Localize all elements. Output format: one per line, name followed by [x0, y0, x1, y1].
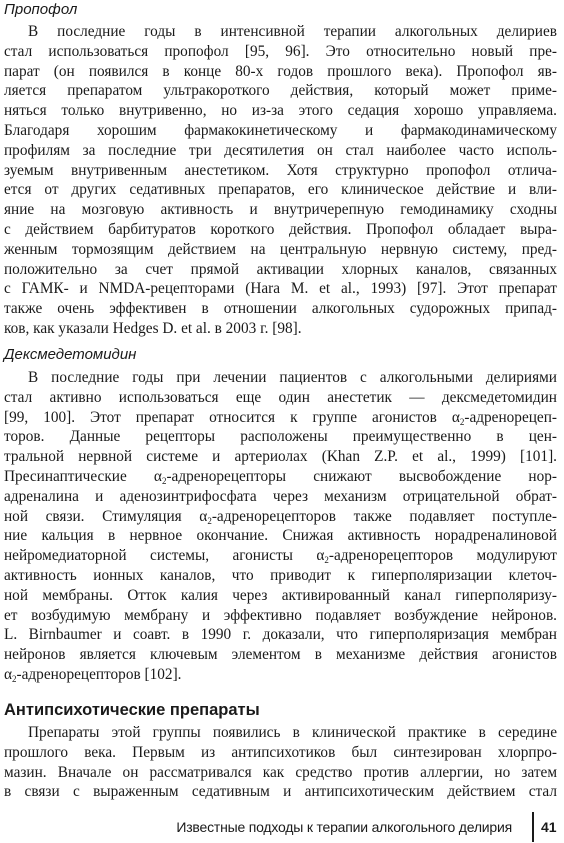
- text-line: с действием барбитуратов короткого действия. Пропофол обладает выра-: [4, 220, 557, 238]
- text-line: зуемым внутривенным анестетиком. Хотя структурно пропофол отлича-: [4, 161, 557, 179]
- text-line: ной связи. Стимуляция $\alpha_2$-адренорецепторов также подавляет поступле-: [4, 507, 557, 526]
- text-line: В последние годы в интенсивной терапии алкогольных делириев: [28, 23, 557, 40]
- text-line: стал использоваться пропофол [95, 96]. Это относительно новый пре-: [4, 42, 557, 60]
- text-line: ние кальция в нервное окончание. Снижая активность норадреналиновой: [4, 527, 557, 545]
- text-line: $\alpha_2$-адренорецепторов [102].: [4, 665, 182, 684]
- text-line: ной мембраны. Отток калия через активированный канал гиперполяризу-: [4, 586, 557, 604]
- text-line: в связи с выраженным седативным и антипсихотическим действием стал: [4, 783, 557, 801]
- text-line: яние на мозговую активность и внутричерепную гемодинамику сходны: [4, 201, 557, 219]
- text-line: ков, как указали Hedges D. et al. в 2003 г. [98].: [4, 319, 302, 337]
- text-line: В последние годы при лечении пациентов с алкогольными делириями: [28, 369, 557, 386]
- subheading-dexmedetomidine: Дексмедетомидин: [4, 346, 137, 363]
- text-line: ет возбудимую мембрану и эффективно подавляет возбуждение нейронов.: [4, 606, 557, 624]
- text-line: адреналина и аденозинтрифосфата через механизм отрицательной обрат-: [4, 487, 557, 505]
- text-line: профилям за последние три десятилетия он стал наиболее часто исполь-: [4, 141, 557, 159]
- text-line: мазин. Вначале он рассматривался как средство против аллергии, но затем: [4, 763, 557, 781]
- text-line: стал активно использоваться еще один анестетик — дексмедетомидин: [4, 388, 557, 406]
- text-line: Благодаря хорошим фармакокинетическому и фармакодинамическому: [4, 121, 557, 139]
- text-line: L. Birnbaumer и соавт. в 1990 г. доказали, что гиперполяризация мембран: [4, 626, 557, 644]
- page-number: 41: [541, 819, 557, 835]
- text-line: также очень эффективен в отношении алкогольных судорожных припад-: [4, 300, 557, 318]
- text-line: ляется препаратом ультракороткого действия, который может приме-: [4, 82, 557, 100]
- text-line: тральной нервной системе и артериолах (Khan Z.P. et al., 1999) [101].: [4, 448, 557, 466]
- paragraph-antipsychotics: [4, 723, 557, 802]
- text-line: положительно за счет прямой активации хлорных каналов, связанных: [4, 260, 557, 278]
- paragraph-propofol: [4, 22, 557, 339]
- section-title-antipsychotics: Антипсихотические препараты: [4, 701, 260, 719]
- text-line: парат (он появился в конце 80-х годов прошлого века). Пропофол яв-: [4, 62, 557, 80]
- text-line: Пресинаптические $\alpha_2$-адренорецепторы снижают высвобождение нор-: [4, 467, 557, 486]
- text-line: Препараты этой группы появились в клинической практике в середине: [28, 724, 557, 741]
- text-line: женным тормозящим действием на центральную нервную систему, пред-: [4, 240, 557, 258]
- running-title: Известные подходы к терапии алкогольного делирия: [176, 819, 512, 835]
- text-line: нейронов является ключевым элементом в механизме действия агонистов: [4, 646, 557, 664]
- text-line: с ГАМК- и NMDA-рецепторами (Hara M. et al., 1993) [97]. Этот препарат: [4, 280, 557, 298]
- footer-divider: [532, 812, 534, 842]
- text-line: прошлого века. Первым из антипсихотиков был синтезирован хлорпро-: [4, 743, 557, 761]
- subheading-propofol: Пропофол: [4, 1, 78, 18]
- text-line: активность ионных каналов, что приводит к гиперполяризации клеточ-: [4, 566, 557, 584]
- page-footer: [0, 818, 560, 838]
- paragraph-dexmedetomidine: [4, 368, 557, 685]
- text-line: торов. Данные рецепторы расположены преимущественно в цен-: [4, 428, 557, 446]
- text-line: няться только внутривенно, но из-за этого седация хорошо управляема.: [4, 102, 557, 120]
- text-line: [99, 100]. Этот препарат относится к группе агонистов $\alpha_2-адренорецеп-$: [4, 408, 557, 427]
- text-line: ется от других седативных препаратов, его клиническое действие и вли-: [4, 181, 557, 199]
- text-line: нейромедиаторной системы, агонисты $\alpha_2$-адренорецепторов модулируют: [4, 547, 557, 566]
